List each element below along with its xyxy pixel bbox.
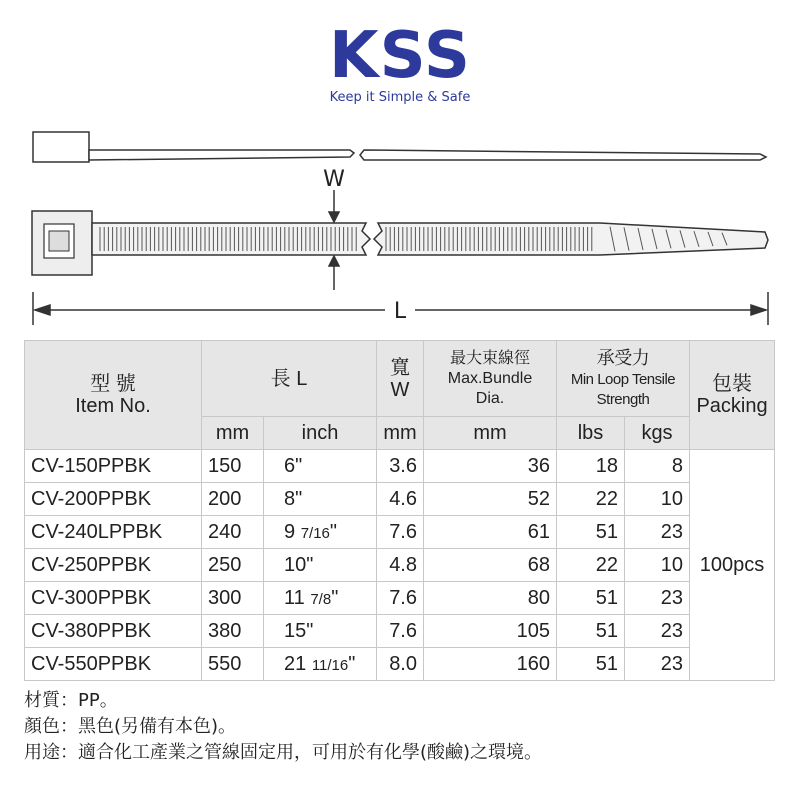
tensile-kgs: 10 — [625, 549, 690, 582]
length-mm: 550 — [202, 648, 264, 681]
inch-mark: " — [329, 520, 337, 543]
unit-bundle-mm: mm — [424, 417, 557, 450]
table-row — [25, 615, 775, 648]
tensile-kgs: 23 — [625, 582, 690, 615]
table-row — [25, 483, 775, 516]
tensile-lbs: 51 — [557, 582, 625, 615]
header-tensile: 承受力 Min Loop Tensile Strength — [557, 341, 690, 417]
length-mm: 380 — [202, 615, 264, 648]
width-mm: 4.8 — [377, 549, 424, 582]
length-inch — [264, 549, 377, 582]
table-row — [25, 648, 775, 681]
unit-width-mm: mm — [377, 417, 424, 450]
header-packing: 包裝 Packing — [690, 341, 775, 450]
inch-whole: 10" — [284, 553, 314, 576]
item-number: CV-240LPPBK — [25, 516, 202, 549]
logo-tagline: Keep it Simple & Safe — [329, 90, 471, 105]
cable-tie-diagram — [0, 120, 800, 335]
length-inch — [264, 615, 377, 648]
inch-fraction: 11/16 — [311, 656, 349, 674]
inch-whole: 15" — [284, 619, 314, 642]
header-bundle: 最大束線徑 Max.Bundle Dia. — [424, 341, 557, 417]
bundle-dia-mm: 160 — [424, 648, 557, 681]
bundle-dia-mm: 36 — [424, 450, 557, 483]
bundle-dia-mm: 52 — [424, 483, 557, 516]
note-usage: 用途：適合化工產業之管線固定用，可用於有化學(酸鹼)之環境。 — [24, 742, 543, 763]
tie-top-view — [32, 211, 768, 275]
unit-lbs: lbs — [557, 417, 625, 450]
length-mm: 240 — [202, 516, 264, 549]
item-number: CV-550PPBK — [25, 648, 202, 681]
width-mm: 8.0 — [377, 648, 424, 681]
length-mm: 200 — [202, 483, 264, 516]
length-inch — [264, 483, 377, 516]
length-mm: 150 — [202, 450, 264, 483]
tensile-lbs: 51 — [557, 516, 625, 549]
brand-logo — [300, 19, 500, 112]
inch-whole: 9 — [284, 520, 301, 543]
length-inch — [264, 648, 377, 681]
length-label: L — [393, 299, 407, 324]
packing-value: 100pcs — [690, 450, 775, 681]
bundle-dia-mm: 61 — [424, 516, 557, 549]
tensile-kgs: 23 — [625, 615, 690, 648]
bundle-dia-mm: 68 — [424, 549, 557, 582]
tensile-lbs: 51 — [557, 615, 625, 648]
width-mm: 4.6 — [377, 483, 424, 516]
item-number: CV-150PPBK — [25, 450, 202, 483]
inch-whole: 8" — [284, 487, 303, 510]
width-mm: 3.6 — [377, 450, 424, 483]
item-number: CV-250PPBK — [25, 549, 202, 582]
length-inch — [264, 516, 377, 549]
inch-whole: 11 — [284, 586, 311, 609]
item-number: CV-380PPBK — [25, 615, 202, 648]
unit-length-inch: inch — [264, 417, 377, 450]
tensile-kgs: 23 — [625, 648, 690, 681]
product-notes — [24, 688, 542, 766]
tensile-kgs: 8 — [625, 450, 690, 483]
tensile-lbs: 22 — [557, 549, 625, 582]
header-model: 型 號 Item No. — [25, 341, 202, 450]
inch-mark: " — [331, 586, 339, 609]
spec-table — [24, 340, 775, 681]
table-row — [25, 549, 775, 582]
inch-whole: 21 — [284, 652, 312, 675]
item-number: CV-200PPBK — [25, 483, 202, 516]
logo-mark: KSS — [329, 19, 471, 93]
table-row — [25, 450, 775, 483]
bundle-dia-mm: 105 — [424, 615, 557, 648]
inch-mark: " — [348, 652, 356, 675]
tensile-kgs: 10 — [625, 483, 690, 516]
length-mm: 300 — [202, 582, 264, 615]
bundle-dia-mm: 80 — [424, 582, 557, 615]
unit-length-mm: mm — [202, 417, 264, 450]
width-mm: 7.6 — [377, 516, 424, 549]
header-row — [25, 341, 775, 417]
table-row — [25, 582, 775, 615]
length-inch — [264, 450, 377, 483]
item-number: CV-300PPBK — [25, 582, 202, 615]
inch-fraction: 7/8 — [310, 590, 332, 608]
tensile-lbs: 22 — [557, 483, 625, 516]
length-mm: 250 — [202, 549, 264, 582]
header-width: 寬 W — [377, 341, 424, 417]
width-label: W — [323, 167, 345, 192]
note-material: 材質：PP。 — [24, 690, 118, 711]
header-length: 長 L — [202, 341, 377, 417]
inch-whole: 6" — [284, 454, 303, 477]
tie-side-view — [33, 132, 766, 162]
note-color: 顏色：黑色(另備有本色)。 — [24, 716, 237, 737]
length-inch — [264, 582, 377, 615]
unit-kgs: kgs — [625, 417, 690, 450]
inch-fraction: 7/16 — [300, 524, 330, 542]
table-row — [25, 516, 775, 549]
width-mm: 7.6 — [377, 582, 424, 615]
tensile-lbs: 18 — [557, 450, 625, 483]
tensile-lbs: 51 — [557, 648, 625, 681]
tensile-kgs: 23 — [625, 516, 690, 549]
width-mm: 7.6 — [377, 615, 424, 648]
